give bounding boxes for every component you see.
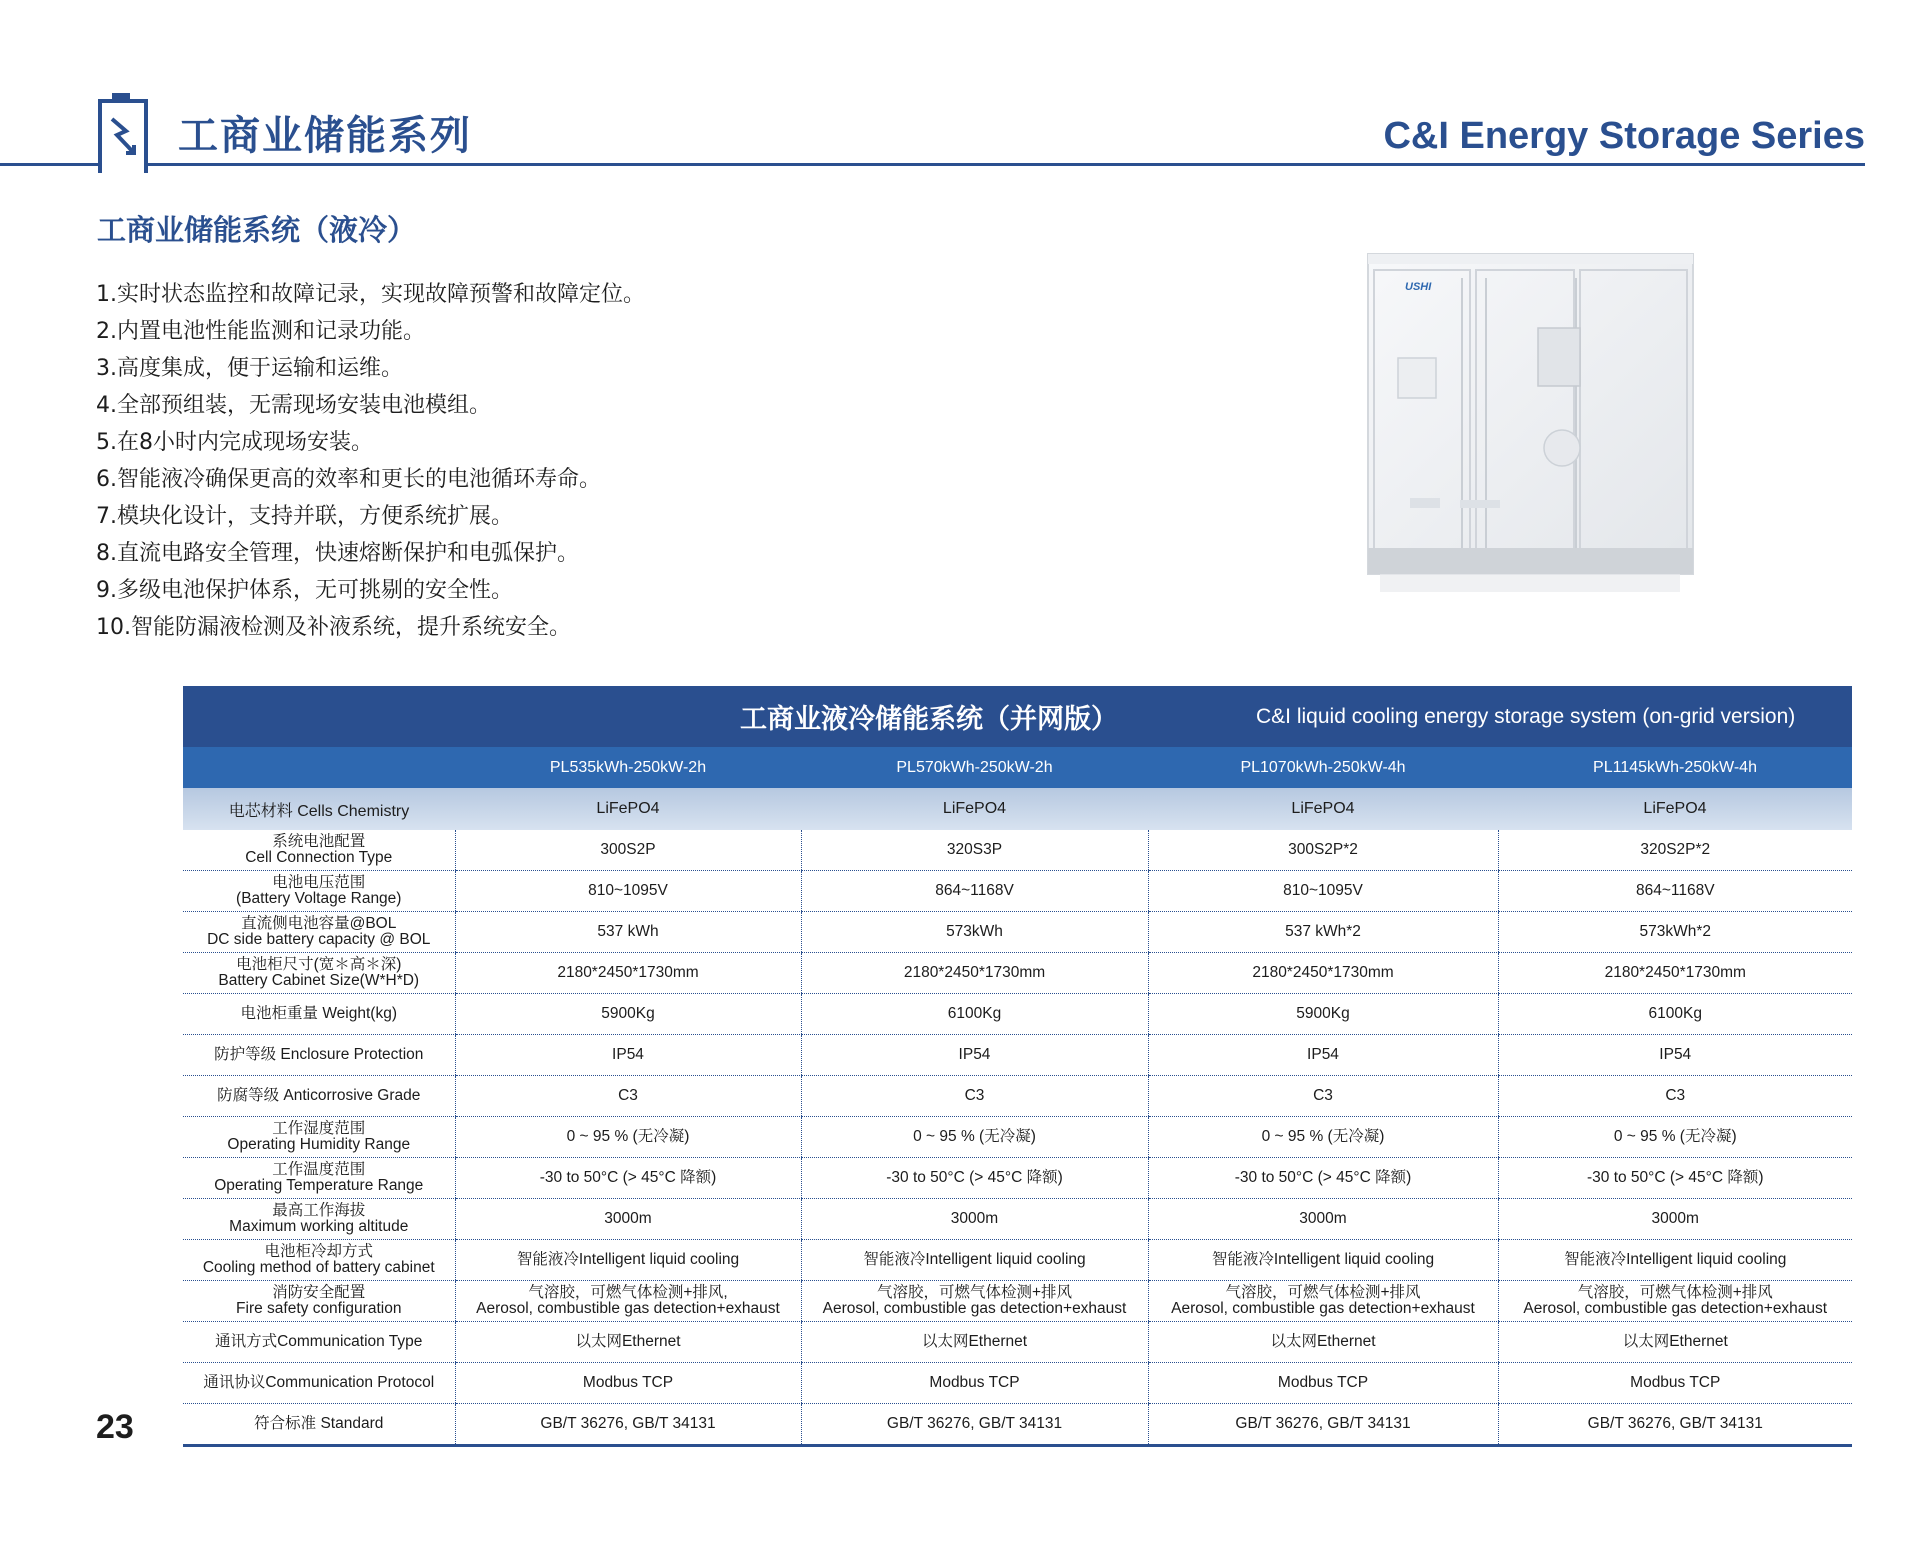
- spec-label-cn: 电池柜尺寸(宽＊高＊深): [236, 956, 402, 973]
- spec-label: [183, 1199, 455, 1240]
- spec-label: [183, 871, 455, 912]
- spec-value: 3000m: [1148, 1199, 1498, 1240]
- spec-label-en: Fire safety configuration: [236, 1300, 402, 1317]
- spec-value: 智能液冷Intelligent liquid cooling: [1148, 1240, 1498, 1281]
- spec-value: 6100Kg: [1498, 994, 1852, 1035]
- spec-row: [183, 1404, 1852, 1446]
- spec-label: [183, 1363, 455, 1404]
- spec-row: [183, 1281, 1852, 1322]
- spec-label-en: (Battery Voltage Range): [236, 890, 402, 907]
- spec-row: [183, 1240, 1852, 1281]
- spec-value: 智能液冷Intelligent liquid cooling: [1498, 1240, 1852, 1281]
- spec-value: IP54: [1498, 1035, 1852, 1076]
- spec-label: [183, 953, 455, 994]
- spec-value: Modbus TCP: [801, 1363, 1148, 1404]
- header-title-cn: 工商业储能系列: [178, 113, 472, 159]
- spec-value: C3: [455, 1076, 801, 1117]
- spec-value: 810~1095V: [455, 871, 801, 912]
- spec-value: 6100Kg: [801, 994, 1148, 1035]
- chemistry-row: [183, 788, 1852, 830]
- feature-item: 2.内置电池性能监测和记录功能。: [96, 319, 425, 344]
- feature-item: 6.智能液冷确保更高的效率和更长的电池循环寿命。: [96, 467, 601, 492]
- spec-label: [183, 1281, 455, 1322]
- chemistry-label: 电芯材料 Cells Chemistry: [183, 788, 455, 830]
- spec-value: 气溶胶，可燃气体检测+排风 Aerosol, combustible gas detection+exhaust: [1498, 1281, 1852, 1322]
- spec-label-cn: 防腐等级 Anticorrosive Grade: [217, 1087, 421, 1104]
- spec-value: 864~1168V: [1498, 871, 1852, 912]
- header-title-en: C&I Energy Storage Series: [1383, 115, 1865, 157]
- chemistry-value: LiFePO4: [1498, 788, 1852, 830]
- spec-value: 2180*2450*1730mm: [1498, 953, 1852, 994]
- spec-value: 537 kWh*2: [1148, 912, 1498, 953]
- spec-value: GB/T 36276, GB/T 34131: [455, 1404, 801, 1446]
- spec-table: [183, 686, 1852, 1447]
- spec-value: -30 to 50°C (> 45°C 降额): [1498, 1158, 1852, 1199]
- spec-label-en: Maximum working altitude: [229, 1218, 409, 1235]
- feature-item: 4.全部预组装，无需现场安装电池模组。: [96, 393, 491, 418]
- feature-item: 9.多级电池保护体系，无可挑剔的安全性。: [96, 578, 513, 603]
- table-title-en: C&I liquid cooling energy storage system (on-grid version): [1148, 686, 1852, 747]
- spec-value: IP54: [801, 1035, 1148, 1076]
- spec-value: 2180*2450*1730mm: [1148, 953, 1498, 994]
- model-name: PL535kWh-250kW-2h: [455, 747, 801, 788]
- table-title-row: [183, 686, 1852, 747]
- spec-value: 2180*2450*1730mm: [455, 953, 801, 994]
- model-name: PL1145kWh-250kW-4h: [1498, 747, 1852, 788]
- header-rule: [0, 163, 1865, 166]
- spec-value: Modbus TCP: [1148, 1363, 1498, 1404]
- spec-label: [183, 1158, 455, 1199]
- spec-row: [183, 1117, 1852, 1158]
- spec-value: 864~1168V: [801, 871, 1148, 912]
- spec-row: [183, 1158, 1852, 1199]
- spec-value: 573kWh*2: [1498, 912, 1852, 953]
- spec-value: 300S2P: [455, 830, 801, 871]
- spec-row: [183, 994, 1852, 1035]
- feature-item: 3.高度集成，便于运输和运维。: [96, 356, 403, 381]
- spec-label-cn: 消防安全配置: [272, 1284, 366, 1301]
- chemistry-value: LiFePO4: [1148, 788, 1498, 830]
- spec-value: 气溶胶，可燃气体检测+排风, Aerosol, combustible gas detection+exhaust: [455, 1281, 801, 1322]
- feature-item: 7.模块化设计，支持并联，方便系统扩展。: [96, 504, 513, 529]
- spec-value: 810~1095V: [1148, 871, 1498, 912]
- spec-label-en: Cell Connection Type: [245, 849, 393, 866]
- spec-value: 3000m: [801, 1199, 1148, 1240]
- spec-label-cn: 通讯方式Communication Type: [215, 1333, 423, 1350]
- spec-row: [183, 1035, 1852, 1076]
- spec-value: 气溶胶，可燃气体检测+排风 Aerosol, combustible gas detection+exhaust: [1148, 1281, 1498, 1322]
- spec-value: 300S2P*2: [1148, 830, 1498, 871]
- spec-label-cn: 最高工作海拔: [272, 1202, 366, 1219]
- spec-value: GB/T 36276, GB/T 34131: [1498, 1404, 1852, 1446]
- spec-value: C3: [801, 1076, 1148, 1117]
- spec-value: Modbus TCP: [1498, 1363, 1852, 1404]
- spec-label: [183, 1076, 455, 1117]
- feature-item: 5.在8小时内完成现场安装。: [96, 430, 373, 455]
- spec-value: 气溶胶，可燃气体检测+排风 Aerosol, combustible gas detection+exhaust: [801, 1281, 1148, 1322]
- spec-value: Modbus TCP: [455, 1363, 801, 1404]
- spec-value: -30 to 50°C (> 45°C 降额): [1148, 1158, 1498, 1199]
- model-header-blank: [183, 747, 455, 788]
- spec-value: 537 kWh: [455, 912, 801, 953]
- chemistry-value: LiFePO4: [455, 788, 801, 830]
- feature-item: 1.实时状态监控和故障记录，实现故障预警和故障定位。: [96, 282, 645, 307]
- spec-value: 智能液冷Intelligent liquid cooling: [455, 1240, 801, 1281]
- spec-label: [183, 830, 455, 871]
- spec-row: [183, 830, 1852, 871]
- spec-value: IP54: [1148, 1035, 1498, 1076]
- spec-value: 3000m: [1498, 1199, 1852, 1240]
- spec-value: 5900Kg: [455, 994, 801, 1035]
- page-number: 23: [96, 1408, 134, 1446]
- spec-label-cn: 工作湿度范围: [272, 1120, 366, 1137]
- spec-row: [183, 1076, 1852, 1117]
- spec-label-cn: 电池柜重量 Weight(kg): [240, 1005, 397, 1022]
- spec-label-en: Operating Humidity Range: [227, 1136, 411, 1153]
- spec-value: IP54: [455, 1035, 801, 1076]
- spec-value: 5900Kg: [1148, 994, 1498, 1035]
- spec-value: 0 ~ 95 % (无冷凝): [1498, 1117, 1852, 1158]
- spec-label: [183, 1035, 455, 1076]
- spec-row: [183, 871, 1852, 912]
- spec-label-cn: 通讯协议Communication Protocol: [203, 1374, 435, 1391]
- feature-item: 10.智能防漏液检测及补液系统，提升系统安全。: [96, 615, 571, 640]
- spec-value: 2180*2450*1730mm: [801, 953, 1148, 994]
- feature-list: [96, 276, 645, 646]
- spec-value: 0 ~ 95 % (无冷凝): [1148, 1117, 1498, 1158]
- spec-value: GB/T 36276, GB/T 34131: [801, 1404, 1148, 1446]
- spec-label-cn: 工作温度范围: [272, 1161, 366, 1178]
- spec-value: GB/T 36276, GB/T 34131: [1148, 1404, 1498, 1446]
- spec-label: [183, 1322, 455, 1363]
- spec-value: 0 ~ 95 % (无冷凝): [455, 1117, 801, 1158]
- chemistry-value: LiFePO4: [801, 788, 1148, 830]
- spec-label: [183, 1240, 455, 1281]
- spec-row: [183, 1199, 1852, 1240]
- spec-label: [183, 1117, 455, 1158]
- spec-row: [183, 1363, 1852, 1404]
- spec-value: 智能液冷Intelligent liquid cooling: [801, 1240, 1148, 1281]
- spec-value: 以太网Ethernet: [455, 1322, 801, 1363]
- spec-label-en: Cooling method of battery cabinet: [202, 1259, 435, 1276]
- spec-label-cn: 直流侧电池容量@BOL: [241, 915, 397, 932]
- spec-value: C3: [1148, 1076, 1498, 1117]
- model-name: PL1070kWh-250kW-4h: [1148, 747, 1498, 788]
- spec-value: -30 to 50°C (> 45°C 降额): [455, 1158, 801, 1199]
- spec-value: 以太网Ethernet: [1498, 1322, 1852, 1363]
- model-header-row: [183, 747, 1852, 788]
- spec-value: -30 to 50°C (> 45°C 降额): [801, 1158, 1148, 1199]
- spec-label-en: Operating Temperature Range: [214, 1177, 424, 1194]
- spec-label: [183, 1404, 455, 1446]
- spec-label-en: DC side battery capacity @ BOL: [207, 931, 431, 948]
- spec-value: 0 ~ 95 % (无冷凝): [801, 1117, 1148, 1158]
- spec-value: 以太网Ethernet: [801, 1322, 1148, 1363]
- spec-label-cn: 系统电池配置: [272, 833, 366, 850]
- spec-label-cn: 符合标准 Standard: [254, 1415, 384, 1432]
- spec-row: [183, 912, 1852, 953]
- spec-label-cn: 防护等级 Enclosure Protection: [214, 1046, 424, 1063]
- section-title: 工商业储能系统（液冷）: [97, 213, 417, 247]
- spec-value: 3000m: [455, 1199, 801, 1240]
- table-title-cn: 工商业液冷储能系统（并网版）: [183, 686, 1148, 747]
- spec-value: 以太网Ethernet: [1148, 1322, 1498, 1363]
- spec-row: [183, 1322, 1852, 1363]
- spec-label-cn: 电池柜冷却方式: [264, 1243, 373, 1260]
- spec-value: 320S2P*2: [1498, 830, 1852, 871]
- brand-logo: USHI: [1405, 281, 1432, 293]
- battery-bolt-icon: [98, 99, 148, 173]
- model-name: PL570kWh-250kW-2h: [801, 747, 1148, 788]
- spec-label: [183, 994, 455, 1035]
- spec-value: C3: [1498, 1076, 1852, 1117]
- battery-cabinet-image: [1360, 248, 1705, 608]
- spec-label-en: Battery Cabinet Size(W*H*D): [218, 972, 420, 989]
- spec-value: 320S3P: [801, 830, 1148, 871]
- spec-label: [183, 912, 455, 953]
- spec-label-cn: 电池电压范围: [272, 874, 366, 891]
- feature-item: 8.直流电路安全管理，快速熔断保护和电弧保护。: [96, 541, 579, 566]
- spec-row: [183, 953, 1852, 994]
- spec-value: 573kWh: [801, 912, 1148, 953]
